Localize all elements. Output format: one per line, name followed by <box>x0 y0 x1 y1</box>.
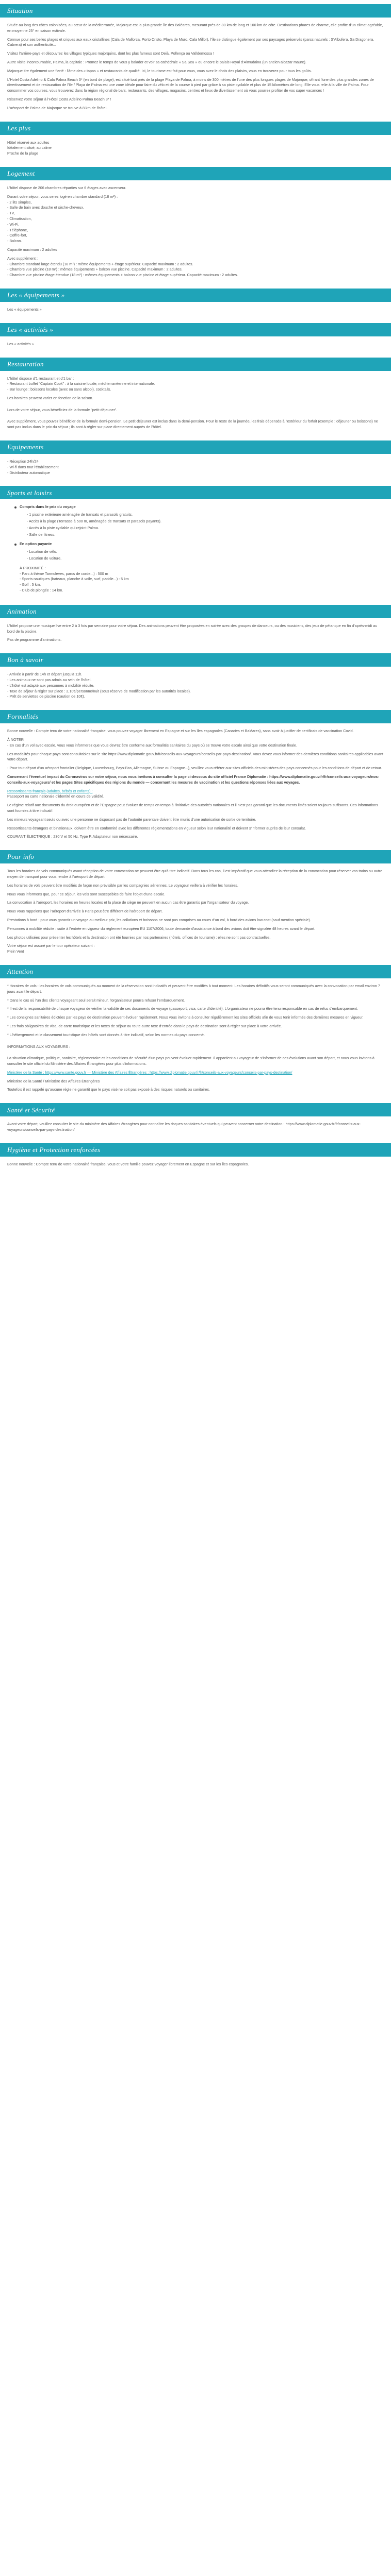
optional-group <box>14 541 384 561</box>
paragraph: Bonne nouvelle : Compte tenu de votre nationalité française, vous pouvez voyager librement en Espagne et sur les îles espagnoles (Canaries et Baléares), sans avoir à justifier de certificats de vaccination Covid. <box>7 728 354 734</box>
section-title: Les plus <box>7 124 31 132</box>
paragraph: Avant votre départ, veuillez consulter le site du ministère des Affaires étrangères pour connaître les risques sanitaires éventuels qui peuvent concerner votre destination : https://www.diplomatie.gouv.fr/fr/conseils-aux-voyageurs/conseils-par-pays-destination/ <box>7 1122 361 1132</box>
list-item: Proche de la plage <box>7 151 38 156</box>
section-header-pour-info <box>0 850 391 863</box>
section-title: Hygiène et Protection renforcées <box>7 1146 101 1154</box>
paragraph: Située au long des côtes colonisées, au cœur de la méditerranée, Majorque est la plus grande île des Baléares, mesurant près de 80 km de long et 100 km de côte. Destinations phares de charme, elle profite d'un climat agréable, en moyenne 25° en saison estivale. <box>7 23 383 33</box>
paragraph: Les « activités » <box>7 341 34 346</box>
list-item: - Location de voiture. <box>27 556 62 561</box>
paragraph: * Dans le cas où l'un des clients voyageant seul serait mineur, l'organisateur pourra refuser l'embarquement. <box>7 997 185 1003</box>
paragraph: L'hôtel propose une musique live entre 2 à 3 fois par semaine pour votre séjour. Des animations peuvent être proposées en soirée avec des groupes de danseurs, ou des musiciens, des jeux de pétanque en fin d'après-midi au bord de la piscine. <box>7 623 378 634</box>
attention-body <box>0 984 391 1099</box>
list-item: - Les animaux ne sont pas admis au sein de l'hôtel. <box>7 677 92 683</box>
paragraph: Durant votre séjour, vous serez logé en chambre standard (18 m²) : <box>7 194 118 199</box>
paragraph: - Pour tout départ d'un aéroport frontalier (Belgique, Luxembourg, Pays-Bas, Allemagne, Suisse ou Espagne...), veuillez vous référer aux sites officiels des ministères des pays concernés pour les conditions de départ et de retour. <box>7 766 382 771</box>
section-header-restauration <box>0 358 391 371</box>
paragraph: Tous les horaires de vols communiqués avant réception de votre convocation ne peuvent être qu'à titre indicatif. Dans tous les cas, il est impératif que vous attendiez la réception de la convocation pour réserver vos trains ou autre moyen de transport pour vous rendre à l'aéroport de départ. <box>7 869 383 879</box>
list-item: - Distributeur automatique <box>7 470 50 475</box>
paragraph: * Les consignes sanitaires édictées par les pays de destination peuvent évoluer rapidement. Nous vous invitons à consulter régulièrement les sites officiels afin de vous tenir informés des dernières mesures en vigueur. <box>7 1015 364 1020</box>
paragraph: Les « équipements » <box>7 307 42 312</box>
covid-notice: Concernant l'éventuel impact du Coronavirus sur votre séjour, nous vous invitons à consulter la page ci-dessous du site officiel France Diplomatie : https://www.diplomatie.gouv.fr/fr/conseils-aux-voyageurs/nos-conseils-aux-voyageurs/ et les pages Sites spécifiques des régions du monde — concernant les mesures de vaccination et les questions réponses liées aux voyages. <box>7 774 379 785</box>
animation-body <box>0 623 391 649</box>
paragraph: Visitez l'arrière-pays et découvrez les villages typiques majorquins, dont les plus fameux sont Deià, Pollença ou Valldemossa ! <box>7 51 215 56</box>
section-title: Formalités <box>7 713 39 721</box>
paragraph: Avec supplément : <box>7 256 38 261</box>
section-title: Sports et loisirs <box>7 488 52 497</box>
formalites-body <box>0 728 391 846</box>
nearby-title: À PROXIMITÉ : <box>20 565 46 570</box>
paragraph: Les horaires de vols peuvent être modifiés de façon non prévisible par les compagnies aériennes. Le voyageur veillera à vérifier les horaires. <box>7 883 238 888</box>
operator-name: Plein Vent <box>7 949 24 954</box>
list-item: - Wi-fi dans tout l'établissement <box>7 464 59 469</box>
list-item: - L'hôtel est adapté aux personnes à mobilité réduite. <box>7 683 94 688</box>
list-item: - Parc à thème Tarmuleves, parcs de corde...) : 500 m <box>20 571 108 576</box>
plus-body <box>0 140 391 163</box>
paragraph: COURANT ÉLECTRIQUE : 230 V et 50 Hz. Type F. Adaptateur non nécessaire. <box>7 834 138 839</box>
included-list <box>27 512 384 537</box>
section-header-attention <box>0 965 391 978</box>
section-title: Animation <box>7 607 37 616</box>
list-item: - Accès à la plage (Terrasse à 500 m, aménagée de transats et parasols payants). <box>27 519 161 524</box>
list-item: - Téléphone, <box>7 227 28 232</box>
paragraph: Les mineurs voyageant seuls ou avec une personne ne disposant pas de l'autorité parentale doivent être munis d'une autorisation de sortie de territoire. <box>7 817 256 822</box>
situation-body <box>0 23 391 117</box>
sports-body <box>0 504 391 600</box>
les-equipements-body <box>0 307 391 319</box>
section-header-equipements <box>0 440 391 454</box>
section-header-bon-a-savoir <box>0 653 391 667</box>
section-title: Les « activités » <box>7 325 54 333</box>
paragraph: Ministère de la Santé / Ministère des Affaires Étrangères <box>7 1078 100 1083</box>
section-header-animation <box>0 605 391 618</box>
paragraph: * Horaires de vols : les horaires de vols communiqués au moment de la réservation sont indicatifs et peuvent être modifiés à tout moment. Les horaires définitifs vous seront communiqués avec la convocation par email environ 7 jours avant le départ. <box>7 983 380 994</box>
list-item: - Chambre standard large étendu (18 m²) : même équipements + étage supérieur. Capacité maximum : 2 adultes. <box>7 261 193 266</box>
paragraph: Les horaires peuvent varier en fonction de la saison. <box>7 395 93 400</box>
list-item: - Accès à la piste cyclable qui rejoint Palma. <box>27 525 99 530</box>
list-item: - Wi-Fi, <box>7 222 20 227</box>
paragraph: Personnes à mobilité réduite : suite à l'entrée en vigueur du règlement européen EU 1107/2006, toute demande d'assistance à bord des avions doit être signalée 48 heures avant le départ. <box>7 926 316 931</box>
logement-body <box>0 185 391 284</box>
section-header-situation <box>0 4 391 18</box>
paragraph: La convocation à l'aéroport, les horaires en heures locales et la place de siège ne peuvent en aucun cas être garantis par l'organisateur du voyage. <box>7 900 249 905</box>
list-item: - Coffre-fort, <box>7 233 27 238</box>
group-heading <box>14 504 384 510</box>
paragraph: Les modalités pour chaque pays sont consultables sur le site https://www.diplomatie.gouv.fr/fr/conseils-aux-voyageurs/conseils-par-pays-destination/. Vous devez vous informer des dernières conditions sanitaires applicables avant votre départ. <box>7 751 383 762</box>
les-activites-body <box>0 342 391 353</box>
paragraph: Prestations à bord : pour vous garantir un voyage au meilleur prix, les collations et boissons ne sont pas comprises au cours d'un vol, à bord des avions low cost (sauf mention spéciale). <box>7 917 311 922</box>
list-item: Idéalement situé, au calme <box>7 145 52 150</box>
section-header-hygiene <box>0 1143 391 1157</box>
group-heading <box>14 541 384 547</box>
list-item: - Climatisation, <box>7 216 32 221</box>
paragraph: L'aéroport de Palma de Majorque se trouve à 8 km de l'hôtel. <box>7 105 108 110</box>
paragraph: L'hôtel dispose d'1 restaurant et d'1 bar : <box>7 376 74 381</box>
paragraph: Réservez votre séjour à l'Hôtel Costa Adelino Palma Beach 3* ! <box>7 96 111 101</box>
paragraph: À NOTER <box>7 737 24 742</box>
paragraph: Passeport ou carte nationale d'identité en cours de validité. <box>7 794 104 799</box>
paragraph: Le régime relatif aux documents du droit européen et de l'Espagne peut évoluer de temps en temps à l'initiative des autorités nationales et il n'est pas garanti que les documents listés soient toujours suffisants. Ces informations sont fournies à titre indicatif. <box>7 803 378 813</box>
section-title: Les « équipements » <box>7 291 65 299</box>
paragraph: Nous vous informons que, pour ce séjour, les vols sont susceptibles de faire l'objet d'une escale. <box>7 891 166 896</box>
hygiene-body <box>0 1162 391 1174</box>
paragraph: L'hôtel dispose de 206 chambres réparties sur 6 étages avec ascenseur. <box>7 185 126 190</box>
paragraph: * Les frais obligatoires de visa, de carte touristique et les taxes de séjour ou toute autre taxe d'entrée dans le pays de destination sont à régler sur place à votre arrivée. <box>7 1023 282 1028</box>
paragraph: * L'hébergement et le classement touristique des hôtels sont donnés à titre indicatif, selon les normes du pays concerné. <box>7 1032 205 1037</box>
bullet-icon <box>14 544 17 546</box>
list-item: - 2 lits simples, <box>7 199 32 205</box>
section-title: Santé et Sécurité <box>7 1106 55 1114</box>
section-title: Logement <box>7 170 35 178</box>
section-title: Bon à savoir <box>7 656 44 664</box>
nationals-link[interactable]: Ressortissants français (adultes, bébés et enfants) : <box>7 788 93 793</box>
paragraph: Lors de votre séjour, vous bénéficiez de la formule "petit-déjeuner". <box>7 407 118 412</box>
section-header-plus <box>0 122 391 135</box>
section-title: Equipements <box>7 443 44 451</box>
paragraph: Nous vous rappelons que l'aéroport d'arrivée à Paris peut être différent de l'aéroport de départ. <box>7 909 163 914</box>
list-item: - Location de vélo. <box>27 549 57 554</box>
paragraph: Capacité maximum : 2 adultes <box>7 247 57 252</box>
paragraph: Votre séjour est assuré par le tour opérateur suivant : <box>7 943 95 948</box>
ministry-links[interactable]: Ministère de la Santé : https://www.sante.gouv.fr — Ministère des Affaires Étrangères : https://www.diplomatie.gouv.fr/fr/conseils-aux-voyageurs/conseils-par-pays-destination/ <box>7 1070 292 1075</box>
paragraph: Connue pour ses belles plages et criques aux eaux cristallines (Cala de Mallorca, Porto Cristo, Playa de Muro, Cala Millor), l'île se distingue également par ses paysages préservés (parcs naturels : S'Albufera, Sa Dragonera, Cabrera) et son authenticité... <box>7 37 374 47</box>
paragraph: Les photos utilisées pour présenter les hôtels et la destination ont été fournies par nos partenaires (hôtels, offices de tourisme) : elles ne sont pas contractuelles. <box>7 935 271 940</box>
section-title: Pour info <box>7 853 35 861</box>
section-header-sports <box>0 486 391 499</box>
bullet-icon <box>14 506 17 509</box>
list-item: - Golf : 5 km. <box>20 582 41 587</box>
info-title: INFORMATIONS AUX VOYAGEURS : <box>7 1044 70 1049</box>
list-item: - Réception 24h/24 <box>7 459 39 464</box>
restauration-body <box>0 376 391 437</box>
section-title: Attention <box>7 968 34 976</box>
paragraph: Toutefois il est rappelé qu'aucune règle ne garantit que le pays visé ne soit pas exposé à des risques naturels ou sanitaires. <box>7 1087 210 1092</box>
list-item: - 1 piscine extérieure aménagée de transats et parasols gratuits. <box>27 512 133 517</box>
list-item: - Balcon. <box>7 239 22 244</box>
list-item: - Bar lounge : boissons locales (avec ou sans alcool), cocktails. <box>7 387 111 392</box>
pour-info-body <box>0 869 391 961</box>
paragraph: Majorque tire également une fierté : l'âme des « tapas » et restaurants de qualité. Ici, le tourisme est fait pour vous, vous avez le choix des plaisirs, vous en trouverez pour tous les goûts. <box>7 68 312 73</box>
paragraph: L'Hotel Costa Adelino & Cala Palma Beach 3* (en bord de plage), est situé tout près de la plage Playa de Palma, à moins de 300 mètres de l'une des plus longues plages de Majorque, offrant l'une des plus grandes zones de divertissement et de restauration de l'île / Playa de Palma est une zone idéale pour faire du vélo et de la course à pied par grâce à sa piste cyclable et plus de 15 kilomètres de long. Elle vous relie à la ville de Palma. Pour consommer vos courses, vous trouverez dans la région régional de bars, restaurants, des villages, magasins, centres et lieux de divertissement où vous pourrez profiter de vos super vacances ! <box>7 77 374 93</box>
list-item: - Salle de bain avec douche et sèche-cheveux, <box>7 205 85 210</box>
paragraph: * Il est de la responsabilité de chaque voyageur de vérifier la validité de ses documents de voyage (passeport, visa, carte d'identité). L'organisateur ne pourra être tenu responsable en cas de refus d'embarquement. <box>7 1006 359 1011</box>
page <box>0 4 391 1184</box>
section-header-sante <box>0 1103 391 1116</box>
sante-body <box>0 1122 391 1139</box>
list-item: - TV, <box>7 211 15 216</box>
list-item: - Taxe de séjour à régler sur place : 2,10€/personne/nuit (sous réserve de modification par les autorités locales). <box>7 688 191 693</box>
equipements-body <box>0 459 391 482</box>
section-header-les-activites <box>0 323 391 336</box>
group-title: Compris dans le prix du voyage <box>20 504 76 510</box>
paragraph: Bonne nouvelle : Compte tenu de votre nationalité française, vous et votre famille pouvez voyager librement en Espagne et sur les îles espagnoles. <box>7 1161 249 1166</box>
list-item: - Club de plongée : 14 km. <box>20 588 63 593</box>
paragraph: La situation climatique, politique, sanitaire, réglementaire et les conditions de sécurité d'un pays peuvent évoluer rapidement. Il appartient au voyageur de s'informer de ces évolutions avant son départ, et nous vous invitons à consulter le site officiel du Ministère des Affaires Étrangères pour plus d'informations. <box>7 1056 374 1066</box>
section-title: Restauration <box>7 360 44 368</box>
paragraph: Autre visite incontournable, Palma, la capitale : Promez le temps de vous y balader et voir sa cathédrale « Sa Seu » ou encore le palais Royal d'Almudaina (un ancien alcazar maure). <box>7 59 306 64</box>
list-item: - Sports nautiques (bateaux, planche à voile, surf, paddle...) : 5 km <box>20 577 129 582</box>
paragraph: Pas de programme d'animations. <box>7 637 62 642</box>
paragraph: - En cas d'un vol avec escale, vous vous informerez que vous devrez être conforme aux formalités sanitaires du pays où se trouve votre escale ainsi que votre destination finale. <box>7 742 297 748</box>
section-header-logement <box>0 167 391 180</box>
section-header-formalites <box>0 710 391 723</box>
section-header-les-equipements <box>0 289 391 302</box>
paragraph: Ressortissants étrangers et binationaux, doivent être en conformité avec les différentes réglementations en vigueur selon leur nationalité et doivent s'informer auprès de leur consulat. <box>7 825 306 831</box>
paragraph: Avec supplément, vous pouvez bénéficier de la formule demi-pension. Le petit-déjeuner est inclus dans la demi-pension. Pour le reste de la journée, les frais dépensés à l'extérieur du forfait (exemple : déjeuner ou boissons) ne sont pas inclus dans le prix du séjour ; ils sont à régler sur place directement auprès de l'hôtel. <box>7 419 378 430</box>
list-item: Hôtel réservé aux adultes <box>7 140 50 145</box>
list-item: - Arrivée à partir de 14h et départ jusqu'à 11h. <box>7 672 83 677</box>
included-group <box>14 504 384 537</box>
group-title: En option payante <box>20 541 52 547</box>
list-item: - Chambre vue piscine étage étendue (18 m²) : mêmes équipements + balcon vue piscine et étage supérieur. Capacité maximum : 2 adultes. <box>7 273 238 278</box>
list-item: - Prêt de serviettes de piscine (caution de 10€). <box>7 694 85 699</box>
list-item: - Restaurant buffet "Captain Cook" : à la cuisine locale, méditerranéenne et internationale. <box>7 381 155 386</box>
bon-a-savoir-body <box>0 672 391 706</box>
optional-list <box>27 549 384 562</box>
nearby-group <box>20 566 384 594</box>
section-title: Situation <box>7 7 33 15</box>
list-item: - Chambre vue piscine (18 m²) : mêmes équipements + balcon vue piscine. Capacité maximum : 2 adultes. <box>7 267 183 272</box>
list-item: - Salle de fitness. <box>27 532 56 537</box>
